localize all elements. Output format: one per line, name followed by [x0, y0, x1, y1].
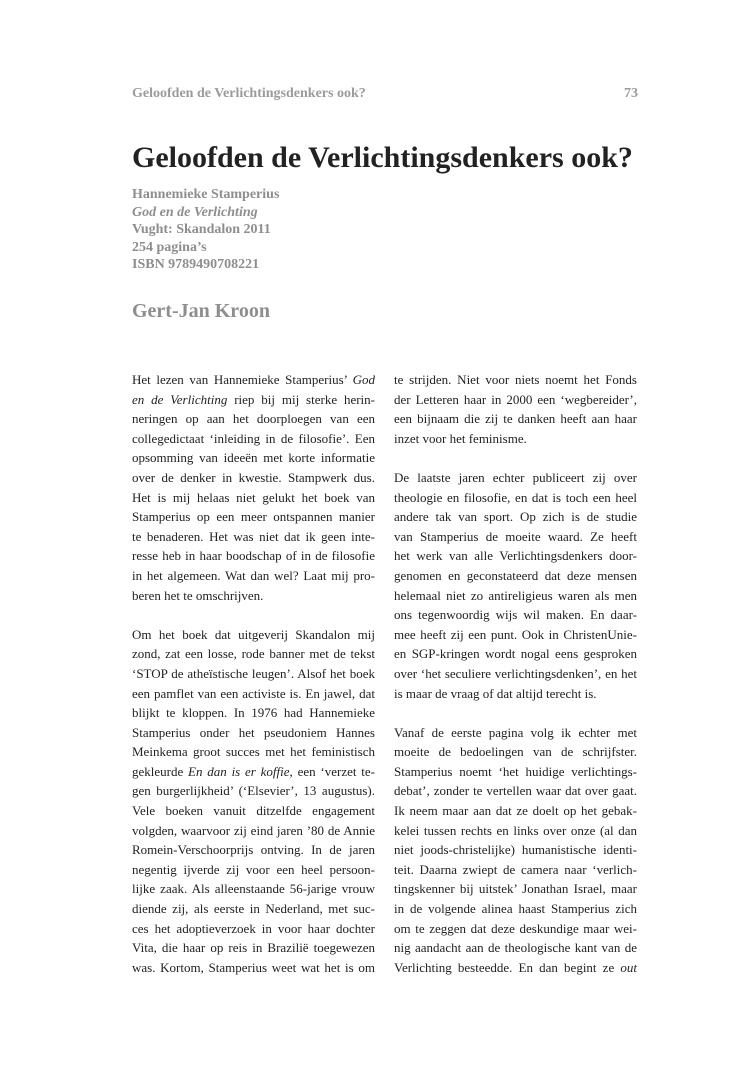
text-line: te strijden. Niet voor niets noemt het Fonds — [394, 372, 637, 387]
text-line: Vita, die haar op reis in Brazilië toegewezen — [132, 940, 375, 956]
paragraph-gap — [394, 703, 637, 723]
text-line: Stamperius onder het pseudoniem Hannes — [132, 724, 375, 740]
text-line: Het lezen van Hannemieke Stamperius’ God — [132, 372, 375, 387]
text-line: De laatste jaren echter publiceert zij over — [394, 469, 637, 485]
text-line: in de volgende alinea haast Stamperius zich — [394, 901, 637, 917]
text-line: ons tegenwoordig wijs wil maken. En daar- — [394, 607, 637, 623]
text-line: Vanaf de eerste pagina volg ik echter met — [394, 724, 637, 740]
text-line: ces het adoptieverzoek in voor haar dochter — [132, 920, 375, 936]
text-line: een pamflet van een activiste is. En jawel, dat — [132, 685, 375, 701]
text-line: Verlichting besteedde. En dan begint ze out — [394, 959, 637, 975]
text-line: gen burgerlijkheid’ (‘Elsevier’, 13 augustus). — [132, 783, 375, 799]
text-line: blijkt te kloppen. In 1976 had Hannemieke — [132, 705, 375, 721]
text-line: niet joods-christelijke) humanistische identi- — [394, 842, 637, 858]
text-line: resse heb in haar boodschap of in de filosofie — [132, 548, 375, 564]
text-line: te benaderen. Het was niet dat ik geen inte- — [132, 528, 375, 544]
text-line: Stamperius noemt ‘het huidige verlichtings- — [394, 763, 637, 779]
article-title: Geloofden de Verlichtingsdenkers ook? — [132, 141, 633, 174]
text-line: over de denker in kwestie. Stampwerk dus. — [132, 469, 375, 485]
text-line: genomen en geconstateerd dat deze mensen — [394, 567, 637, 583]
text-line: gekleurde En dan is er koffie, een ‘verzet te- — [132, 763, 375, 779]
text-line: zond, zat een losse, rode banner met de tekst — [132, 646, 375, 662]
text-line: Vele boeken vanuit ditzelfde engagement — [132, 803, 375, 819]
text-line: Meinkema groot succes met het feministisch — [132, 744, 375, 760]
text-line: over ‘het seculiere verlichtingsdenken’, en het — [394, 665, 637, 681]
text-line: het werk van alle Verlichtingsdenkers door- — [394, 548, 637, 564]
page-number: 73 — [624, 86, 638, 101]
paragraph-gap — [132, 605, 375, 625]
text-line: kelei tussen rechts en links over onze (al dan — [394, 822, 637, 838]
text-line: andere tak van sport. Op zich is de studie — [394, 509, 637, 525]
text-line: negentig ijverde zij voor een heel persoon- — [132, 861, 375, 877]
text-line: is maar de vraag of dat altijd terecht is. — [394, 685, 597, 701]
book-details — [132, 186, 279, 274]
text-line: debat’, zonder te vertellen waar dat over gaat. — [394, 783, 637, 799]
text-line: der Letteren haar in 2000 een ‘wegbereider’, — [394, 391, 637, 407]
running-title: Geloofden de Verlichtingsdenkers ook? — [132, 86, 366, 101]
text-line: was. Kortom, Stamperius weet wat het is om — [132, 959, 375, 975]
text-line: en de Verlichting riep bij mij sterke herin- — [132, 391, 375, 407]
text-line: lijke zaak. Als alleenstaande 56-jarige vrouw — [132, 881, 375, 897]
book-isbn: ISBN 9789490708221 — [132, 257, 260, 272]
text-line: volgden, waarvoor zij eind jaren ’80 de Annie — [132, 822, 375, 838]
text-line: moeite de bedoelingen van de schrijfster. — [394, 744, 637, 760]
text-line: in het algemeen. Wat dan wel? Laat mij pro- — [132, 567, 375, 583]
text-line: Om het boek dat uitgeverij Skandalon mij — [132, 626, 375, 642]
text-line: van Stamperius de moeite waard. Ze heeft — [394, 528, 637, 544]
text-line: Stamperius op een meer ontspannen manier — [132, 509, 375, 525]
text-line: helemaal niet zo antireligieus waren als men — [394, 587, 637, 603]
reviewer-name: Gert-Jan Kroon — [132, 300, 270, 322]
text-line: en SGP-kringen wordt nogal eens gesproken — [394, 646, 637, 662]
text-line: Het is mij helaas niet gelukt het boek van — [132, 489, 375, 505]
text-line: ‘STOP de atheïstische leugen’. Alsof het boek — [132, 665, 375, 681]
text-line: collegedictaat ‘inleiding in de filosofie’. Een — [132, 430, 375, 446]
text-line: mee heeft zij een punt. Ook in ChristenUnie- — [394, 626, 637, 642]
book-author: Hannemieke Stamperius — [132, 187, 280, 202]
book-title: God en de Verlichting — [132, 204, 258, 220]
book-publisher: Vught: Skandalon 2011 — [132, 222, 271, 237]
running-header — [132, 86, 638, 102]
text-line: een bijnaam die zij te danken heeft aan haar — [394, 411, 637, 427]
text-line: theologie en filosofie, en dat is toch een heel — [394, 489, 637, 505]
text-line: opsomming van ideeën met korte informatie — [132, 450, 375, 466]
text-line: teit. Daarna zwiept de camera naar ‘verlich- — [394, 861, 637, 877]
text-line: inzet voor het feminisme. — [394, 430, 527, 446]
text-column-left — [132, 370, 375, 977]
text-line: Romein-Verschoorprijs ontving. In de jaren — [132, 842, 375, 858]
text-line: Ik neem maar aan dat ze doelt op het gebak- — [394, 803, 637, 819]
paragraph-gap — [394, 448, 637, 468]
text-column-right — [394, 370, 637, 977]
text-line: neringen op aan het doorploegen van een — [132, 411, 375, 427]
text-line: nig aandacht aan de theologische kant van de — [394, 940, 637, 956]
text-line: tingskenner bij uitstek’ Jonathan Israel, maar — [394, 881, 637, 897]
text-line: om te zeggen dat deze deskundige maar wei- — [394, 920, 637, 936]
text-line: beren het te omschrijven. — [132, 587, 264, 603]
text-line: diende zij, als eerste in Nederland, met suc- — [132, 901, 375, 917]
book-pages: 254 pagina’s — [132, 239, 207, 255]
